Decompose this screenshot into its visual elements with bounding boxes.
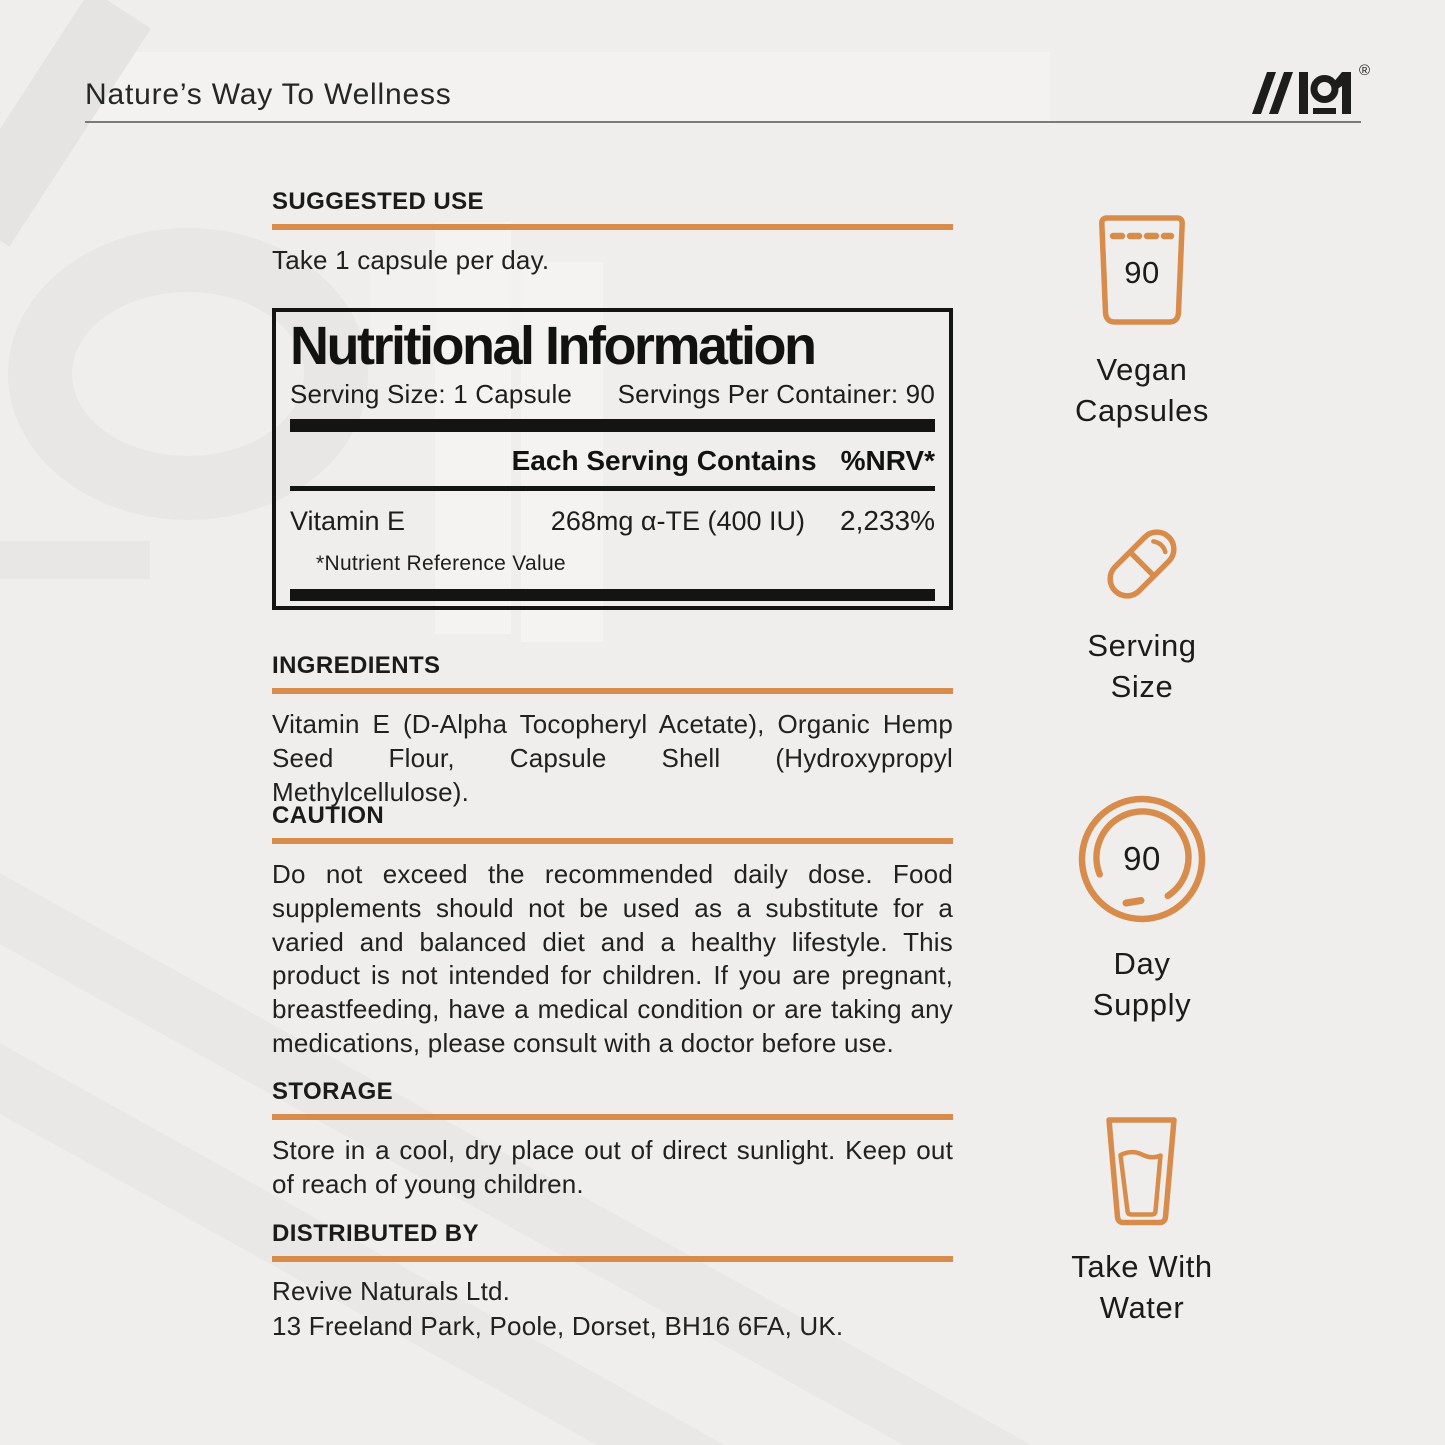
capsule-icon [1099, 521, 1185, 612]
thick-rule [290, 589, 935, 601]
badge-label: Take With Water [1071, 1249, 1213, 1326]
orange-divider [272, 688, 953, 694]
section-caution [272, 802, 953, 1061]
nutrition-facts-box [272, 308, 953, 610]
nrv-header: %NRV* [840, 445, 935, 477]
pouch-icon [1096, 213, 1188, 336]
section-body: Take 1 capsule per day. [272, 245, 550, 275]
orange-divider [272, 838, 953, 844]
section-title: DISTRIBUTED BY [272, 1220, 479, 1247]
section-title: SUGGESTED USE [272, 188, 484, 215]
serving-size: Serving Size: 1 Capsule [290, 379, 573, 410]
section-body: Vitamin E (D-Alpha Tocopheryl Acetate), Organic Hemp Seed Flour, Capsule Shell (Hydroxypropyl Methylcellulose). [272, 709, 953, 807]
badge-take-with-water [1013, 1116, 1271, 1328]
nutrient-name: Vitamin E [290, 506, 406, 537]
nutrient-row [290, 505, 935, 537]
capsule-count: 90 [1124, 255, 1160, 290]
section-ingredients [272, 652, 953, 809]
orange-divider [272, 1114, 953, 1120]
registered-trademark: ® [1358, 62, 1370, 79]
section-title: CAUTION [272, 802, 385, 829]
table-header-row [290, 445, 935, 477]
section-body [272, 1274, 953, 1344]
nutrient-amount: 268mg α-TE (400 IU) [550, 506, 805, 537]
thin-rule [290, 486, 935, 491]
section-title: STORAGE [272, 1078, 394, 1105]
distributor-name: Revive Naturals Ltd. [272, 1276, 511, 1306]
distributor-address: 13 Freeland Park, Poole, Dorset, BH16 6FA, UK. [272, 1311, 844, 1342]
section-suggested-use [272, 188, 953, 278]
glass-icon [1103, 1116, 1181, 1233]
brand-logo-icon [1238, 62, 1370, 118]
section-distributed-by [272, 1220, 953, 1344]
badge-label: Vegan Capsules [1074, 352, 1210, 429]
nrv-footnote: *Nutrient Reference Value [316, 552, 566, 576]
serving-info-row [290, 379, 935, 410]
nutrition-box-title: Nutritional Information [290, 316, 815, 376]
badge-label: Serving Size [1087, 628, 1197, 705]
badge-vegan-capsules [1013, 213, 1271, 431]
thick-rule [290, 419, 935, 432]
section-storage [272, 1078, 953, 1202]
badge-serving-size [1013, 521, 1271, 707]
nutrient-nrv: 2,233% [840, 505, 935, 537]
column-header: Each Serving Contains [511, 445, 817, 477]
servings-per-container: Servings Per Container: 90 [617, 379, 935, 410]
section-body: Store in a cool, dry place out of direct sunlight. Keep out of reach of young children. [272, 1135, 953, 1199]
header-divider [85, 121, 1361, 123]
section-title: INGREDIENTS [272, 652, 441, 679]
day-count: 90 [1123, 840, 1161, 877]
brand-tagline: Nature’s Way To Wellness [85, 78, 452, 111]
orange-divider [272, 1256, 953, 1262]
rings-icon [1076, 793, 1208, 930]
section-body: Do not exceed the recommended daily dose. Food supplements should not be used as a substitute for a varied and balanced diet and a healthy lifestyle. This product is not intended for children. If you are pregnant, breastfeeding, have a medical condition or are taking any medications, please consult with a doctor before use. [272, 859, 953, 1058]
101-logo-icon [1238, 66, 1368, 118]
badge-day-supply [1013, 793, 1271, 1025]
badge-label: Day Supply [1092, 946, 1192, 1023]
orange-divider [272, 224, 953, 230]
